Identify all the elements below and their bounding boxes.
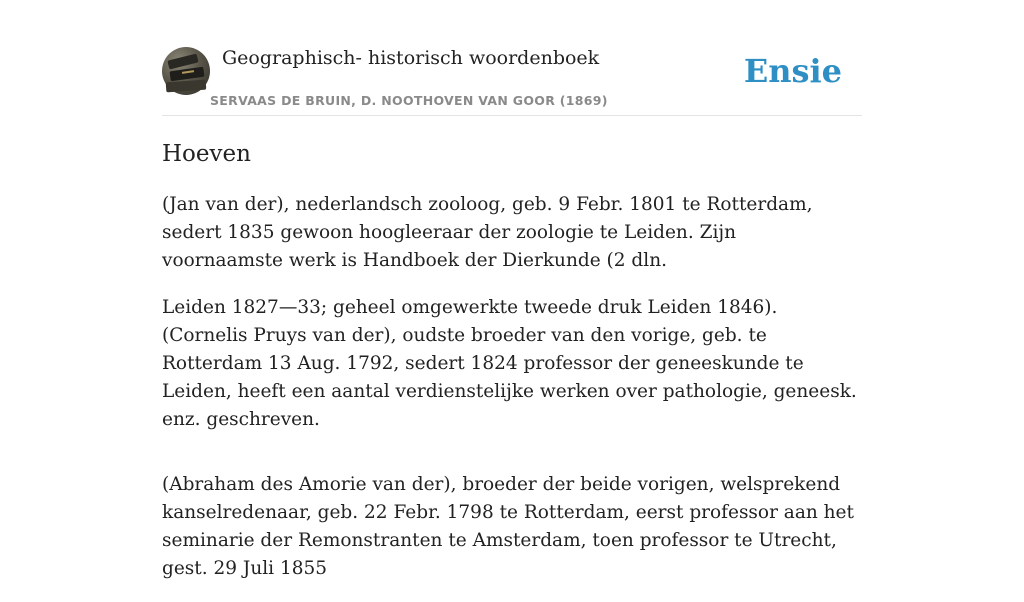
book-author: SERVAAS DE BRUIN, D. NOOTHOVEN VAN GOOR (1869) xyxy=(210,93,608,108)
ensie-logo-link[interactable]: Ensie xyxy=(743,52,842,90)
entry-headword: Hoeven xyxy=(162,141,251,167)
entry-paragraph: (Abraham des Amorie van der), broeder der beide vorigen, welsprekend kanselredenaar, geb. 22 Febr. 1798 te Rotterdam, eerst professor aan het seminarie der Remonstranten te Amsterdam, toen professor te Utrecht, gest. 29 Juli 1855 xyxy=(162,474,854,579)
page-header xyxy=(162,46,862,116)
entry-paragraph: Leiden 1827—33; geheel omgewerkte tweede druk Leiden 1846).(Cornelis Pruys van der), oudste broeder van den vorige, geb. te Rotterdam 13 Aug. 1792, sedert 1824 professor der geneeskunde te Leiden, heeft een aantal verdienstelijke werken over pathologie, geneesk. enz. geschreven. xyxy=(162,297,857,430)
book-title[interactable]: Geographisch- historisch woordenboek xyxy=(222,47,600,69)
book-cover-avatar[interactable] xyxy=(162,47,210,95)
entry-paragraph: (Jan van der), nederlandsch zooloog, geb. 9 Febr. 1801 te Rotterdam, sedert 1835 gewoon hoogleeraar der zoologie te Leiden. Zijn voornaamste werk is Handboek der Dierkunde (2 dln. xyxy=(162,194,813,271)
book-stack-icon-layer xyxy=(166,80,207,93)
entry-content xyxy=(162,138,862,602)
